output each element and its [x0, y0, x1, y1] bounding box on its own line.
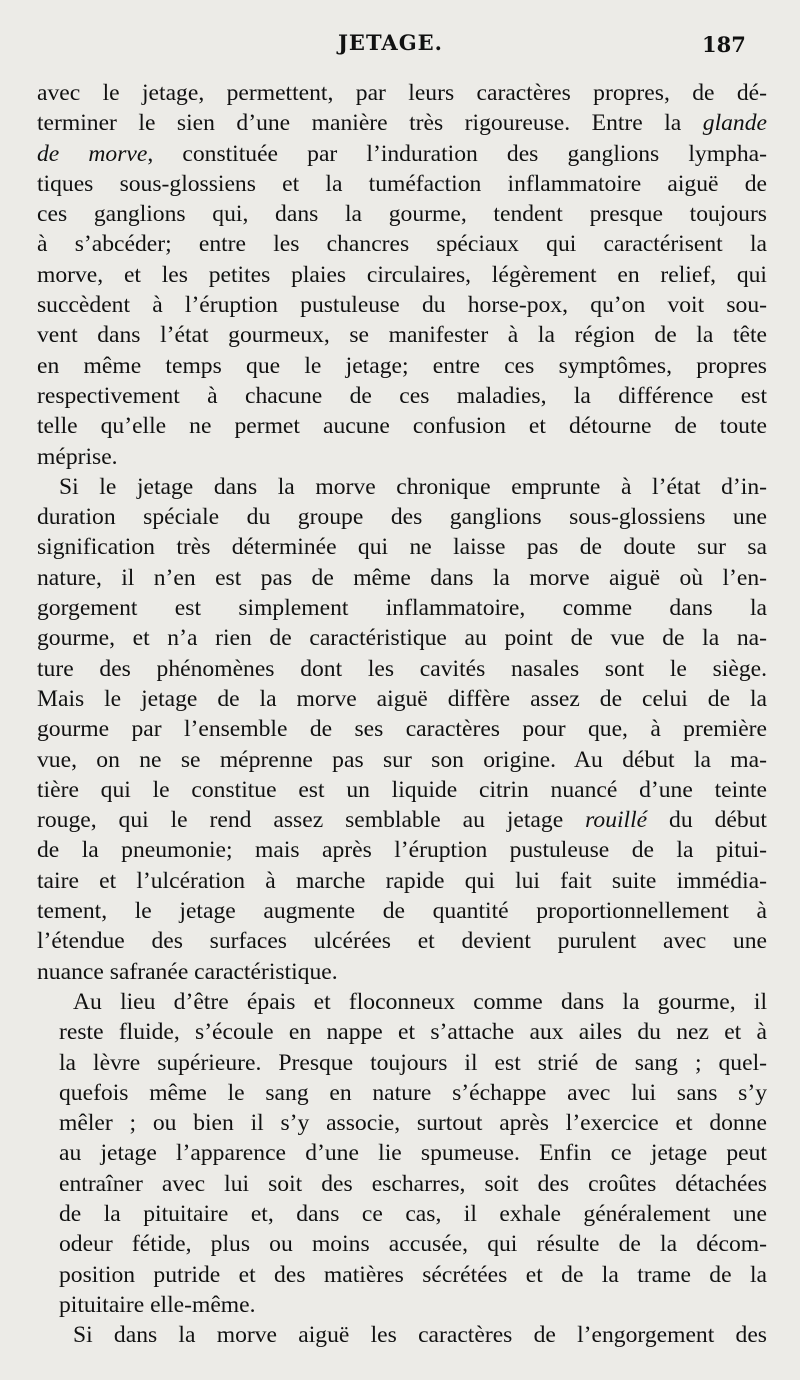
- text-line: quefois même le sang en nature s’échappe avec lui sans s’y: [59, 1079, 767, 1106]
- text-line: en même temps que le jetage; entre ces symptômes, propres: [37, 352, 767, 379]
- text-line: [37, 108, 767, 138]
- paragraph: [37, 78, 767, 472]
- text-line: taire et l’ulcération à marche rapide qui lui fait suite immédia-: [37, 867, 767, 894]
- page-header: [0, 30, 800, 64]
- text-line: tiques sous-glossiens et la tuméfaction inflammatoire aiguë de: [37, 170, 767, 197]
- text-line: de la pituitaire et, dans ce cas, il exhale généralement une: [59, 1200, 767, 1227]
- text-line: Si le jetage dans la morve chronique emprunte à l’état d’in-: [59, 473, 767, 500]
- text-segment: rouge, qui le rend assez semblable au jetage: [37, 807, 586, 834]
- italic-term: glande: [702, 110, 767, 137]
- paragraph: [37, 472, 767, 987]
- text-line: de la pneumonie; mais après l’éruption pustuleuse de la pitui-: [37, 837, 767, 864]
- text-line: méprise.: [37, 443, 118, 470]
- text-line: gourme, et n’a rien de caractéristique au point de vue de la na-: [37, 625, 767, 652]
- paragraph: [37, 1320, 767, 1350]
- text-line: tement, le jetage augmente de quantité proportionnellement à: [37, 898, 767, 925]
- italic-term: rouillé: [585, 807, 648, 834]
- text-line: nuance safranée caractéristique.: [37, 958, 338, 985]
- text-line: [37, 805, 767, 835]
- text-line: position putride et des matières sécrétées et de la trame de la: [59, 1261, 767, 1288]
- text-line: odeur fétide, plus ou moins accusée, qui résulte de la décom-: [59, 1231, 767, 1258]
- text-line: succèdent à l’éruption pustuleuse du horse-pox, qu’on voit sou-: [37, 292, 767, 319]
- text-line: entraîner avec lui soit des escharres, soit des croûtes détachées: [59, 1170, 767, 1197]
- text-line: morve, et les petites plaies circulaires, légèrement en relief, qui: [37, 261, 767, 288]
- text-line: Au lieu d’être épais et floconneux comme dans la gourme, il: [73, 988, 767, 1015]
- running-title: JETAGE.: [338, 30, 443, 55]
- text-line: vent dans l’état gourmeux, se manifester à la région de la tête: [37, 322, 767, 349]
- text-line: reste fluide, s’écoule en nappe et s’attache aux ailes du nez et à: [59, 1019, 767, 1046]
- text-segment: du début: [647, 807, 767, 834]
- text-line: tière qui le constitue est un liquide citrin nuancé d’une teinte: [37, 776, 767, 803]
- text-line: signification très déterminée qui ne laisse pas de doute sur sa: [37, 534, 767, 561]
- text-line: mêler ; ou bien il s’y associe, surtout après l’exercice et donne: [59, 1110, 767, 1137]
- text-line: telle qu’elle ne permet aucune confusion et détourne de toute: [37, 413, 767, 440]
- page-number: 187: [702, 32, 746, 57]
- text-line: gourme par l’ensemble de ses caractères pour que, à première: [37, 716, 767, 743]
- text-line: avec le jetage, permettent, par leurs caractères propres, de dé-: [37, 80, 767, 106]
- text-line: la lèvre supérieure. Presque toujours il est strié de sang ; quel-: [59, 1049, 767, 1076]
- italic-term: de morve: [37, 140, 148, 167]
- text-line: ces ganglions qui, dans la gourme, tendent presque toujours: [37, 201, 767, 228]
- text-line: Si dans la morve aiguë les caractères de l’engorgement des: [73, 1322, 767, 1349]
- text-line: vue, on ne se méprenne pas sur son origine. Au début la ma-: [37, 746, 767, 773]
- paragraph: [37, 987, 767, 1320]
- text-line: respectivement à chacune de ces maladies, la différence est: [37, 382, 767, 409]
- text-segment: terminer le sien d’une manière très rigoureuse. Entre la: [37, 110, 703, 137]
- text-line: Mais le jetage de la morve aiguë diffère assez de celui de la: [37, 685, 767, 712]
- text-line: [37, 139, 767, 169]
- text-line: l’étendue des surfaces ulcérées et devient purulent avec une: [37, 928, 767, 955]
- text-line: au jetage l’apparence d’une lie spumeuse. Enfin ce jetage peut: [59, 1140, 767, 1167]
- text-segment: , constituée par l’induration des ganglions lympha-: [147, 140, 767, 167]
- text-line: ture des phénomènes dont les cavités nasales sont le siège.: [37, 655, 767, 682]
- text-line: à s’abcéder; entre les chancres spéciaux qui caractérisent la: [37, 231, 767, 258]
- text-line: nature, il n’en est pas de même dans la morve aiguë où l’en-: [37, 564, 767, 591]
- text-line: gorgement est simplement inflammatoire, comme dans la: [37, 595, 767, 622]
- text-line: duration spéciale du groupe des ganglions sous-glossiens une: [37, 504, 767, 531]
- text-line: pituitaire elle-même.: [59, 1291, 256, 1318]
- body-text: [37, 78, 767, 1350]
